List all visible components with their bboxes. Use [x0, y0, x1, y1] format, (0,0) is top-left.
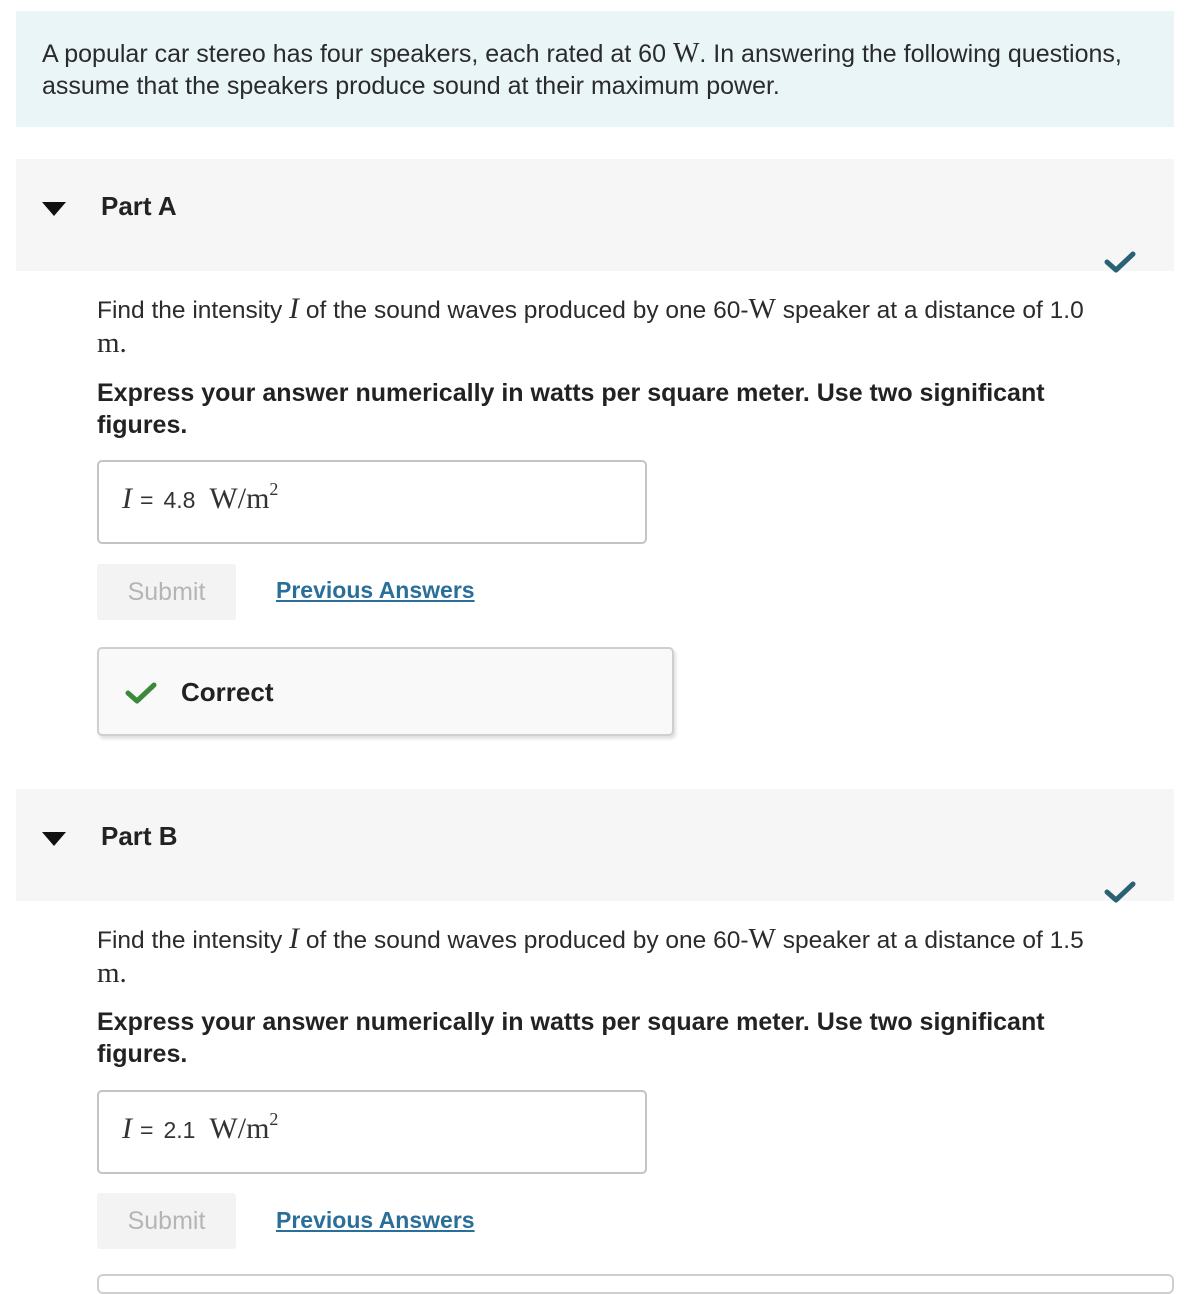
part-b-instruction: Express your answer numerically in watts per square meter. Use two significant figures. [97, 1008, 1045, 1068]
part-b-answer-value: 2.1 [163, 1117, 196, 1143]
part-a-answer-field[interactable]: I = 4.8 $W/m^2$ [97, 460, 647, 544]
intensity-variable: I [289, 922, 300, 955]
part-a-header[interactable] [16, 159, 1174, 271]
part-a-answer-value: 4.8 [163, 487, 196, 513]
feedback-text: Correct [181, 677, 274, 707]
intro-text-before: A popular car stereo has four speakers, each rated at 60 [42, 40, 673, 68]
part-b-header[interactable] [16, 789, 1174, 901]
part-a-previous-answers-link[interactable]: Previous Answers [276, 577, 475, 603]
intro-text-after: . In answering the following questions, assume that the speakers produce sound at their maximum power. [42, 40, 1122, 100]
part-b-feedback-edge [97, 1274, 1174, 1294]
checkmark-icon [1104, 881, 1136, 903]
part-a-question: Find the intensity I of the sound waves produced by one 60-W speaker at a distance of 1.0 m. [97, 292, 1084, 359]
intensity-variable: I [289, 292, 300, 325]
part-a-title: Part A [101, 191, 177, 221]
correct-check-icon [125, 682, 157, 704]
part-b-previous-answers-link[interactable]: Previous Answers [276, 1207, 475, 1233]
answer-unit: W/m [209, 1112, 270, 1145]
part-a-submit-button[interactable]: Submit [97, 564, 236, 620]
part-b-question: Find the intensity I of the sound waves produced by one 60-W speaker at a distance of 1.5 m. [97, 922, 1084, 989]
part-b-title: Part B [101, 821, 178, 851]
part-b-answer-field[interactable]: I = 2.1 $W/m^2$ [97, 1090, 647, 1174]
collapse-caret-icon[interactable] [42, 202, 66, 216]
problem-statement [16, 11, 1174, 127]
part-b-submit-button[interactable]: Submit [97, 1193, 236, 1249]
intro-unit: W [672, 38, 700, 69]
checkmark-icon [1104, 251, 1136, 273]
answer-unit: W/m [209, 482, 270, 515]
part-a-instruction: Express your answer numerically in watts per square meter. Use two significant figures. [97, 379, 1045, 439]
part-a-feedback [97, 647, 674, 736]
collapse-caret-icon[interactable] [42, 832, 66, 846]
